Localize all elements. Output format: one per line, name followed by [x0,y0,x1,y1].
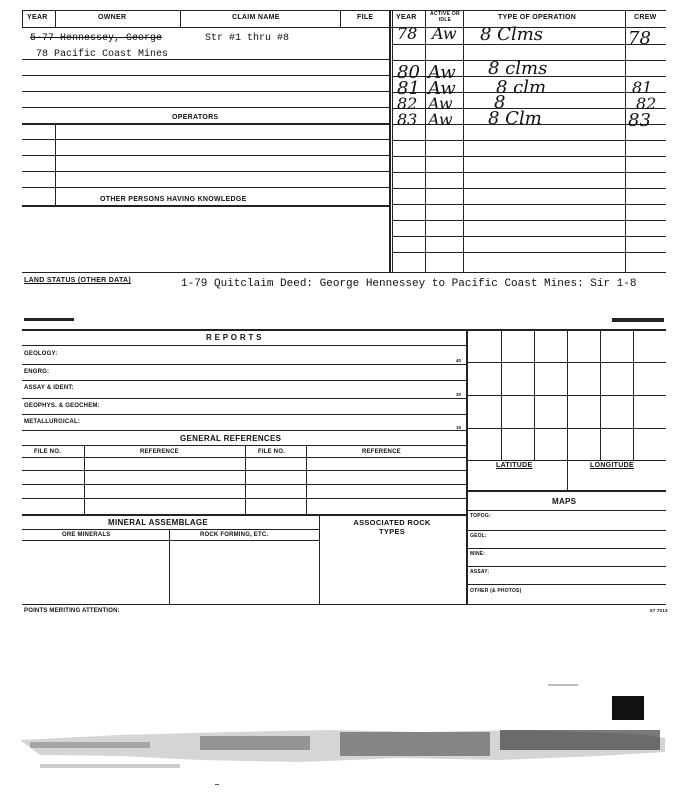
report-assay: ASSAY & IDENT: [24,385,74,391]
rule [466,566,666,567]
rule [22,430,467,431]
activity-crew-1: 78 [628,28,651,49]
owner-row-1: 5-77 Hennessey, George [30,33,163,44]
land-status-text: 1-79 Quitclaim Deed: George Hennessey to Pacific Coast Mines: Sir 1-8 [181,278,637,290]
report-num-15: 15 [456,425,462,430]
report-num-40: 40 [456,358,462,363]
report-metallurgical: METALLURGICAL: [24,419,81,425]
activity-status-2: Aw [428,62,456,83]
scan-mark [24,318,74,321]
rule [180,10,181,27]
rule [466,530,666,531]
maps-other: OTHER (& PHOTOS) [470,588,522,594]
header-claim-name: CLAIM NAME [232,14,280,21]
rule [466,460,666,461]
operators-label: OPERATORS [172,114,219,121]
rule [392,188,666,189]
ref-header-file-no-2: FILE NO. [258,449,285,455]
longitude-label: LONGITUDE [590,462,634,469]
activity-year-3: 81 [397,78,420,99]
latitude-label: LATITUDE [496,462,533,469]
rule [55,10,56,27]
rule [466,428,666,429]
header-year: YEAR [27,14,48,21]
rule [392,140,666,141]
header-owner: OWNER [98,14,127,21]
rule [22,187,389,188]
activity-year-4: 82 [397,94,418,113]
rule [22,414,467,415]
rule [392,236,666,237]
report-geology: GEOLOGY: [24,351,58,357]
ore-minerals-label: ORE MINERALS [62,532,111,538]
rock-forming-label: ROCK FORMING, ETC. [200,532,269,538]
rule [463,10,464,272]
rule [466,395,666,396]
rule [340,10,341,27]
rule [22,364,467,365]
rule [392,220,666,221]
ref-header-reference-2: REFERENCE [362,449,401,455]
rule [22,205,389,207]
associated-rock-types: ASSOCIATED ROCK TYPES [353,518,431,536]
points-meriting-attention: POINTS MERITING ATTENTION: [24,608,120,614]
rule [22,75,389,76]
rule [22,155,389,156]
activity-type-1: 8 Clms [480,24,544,45]
activity-crew-4: 82 [636,94,657,113]
rule [22,123,389,125]
activity-year-5: 83 [397,110,418,129]
rule [22,529,319,530]
rule [392,252,666,253]
activity-type-2: 8 clms [488,58,548,79]
rule [84,445,85,514]
rule [22,380,467,381]
activity-status-3: Aw [428,78,456,99]
rule [466,329,468,604]
rule [625,10,626,272]
header-year-2: YEAR [396,14,417,21]
activity-year-1: 78 [397,24,418,43]
land-status-label: LAND STATUS (OTHER DATA) [24,277,132,284]
rule [466,548,666,549]
header-crew: CREW [634,14,657,21]
report-geophys: GEOPHYS. & GEOCHEM: [24,403,100,409]
rule [392,156,666,157]
form-number: 57 7013 [650,608,668,613]
rule [22,10,23,27]
rule [22,272,666,273]
rule [389,10,391,272]
rule [22,604,666,605]
report-num-30: 30 [456,392,462,397]
rule [319,514,320,604]
rule [392,10,393,272]
rule [466,490,666,492]
rule [392,204,666,205]
maps-topog: TOPOG: [470,513,491,519]
rule [22,107,389,108]
rule [245,445,246,514]
maps-mine: MINE: [470,551,486,557]
activity-crew-3: 81 [632,78,653,97]
rule [425,10,426,272]
rule [22,345,467,346]
activity-status-1: Aw [432,24,457,43]
activity-year-2: 80 [397,62,420,83]
scan-mark [612,318,664,322]
rule [306,445,307,514]
maps-assay: ASSAY: [470,569,490,575]
report-engrg: ENGRG: [24,369,50,375]
rule [392,172,666,173]
owner-row-2: 78 Pacific Coast Mines [36,49,169,60]
header-active-or-idle: ACTIVE OR IDLE [430,11,460,23]
scan-noise [0,660,678,800]
rule [22,27,666,28]
header-file: FILE [357,14,374,21]
mineral-assemblage-title: MINERAL ASSEMBLAGE [108,518,209,527]
rule [466,584,666,585]
rule [567,460,568,490]
reports-title: R E P O R T S [206,333,262,342]
activity-type-3: 8 clm [496,77,547,98]
rule [22,171,389,172]
rule [22,398,467,399]
rule [22,540,319,541]
rule [466,510,666,511]
activity-status-4: Aw [428,94,453,113]
activity-crew-5: 83 [628,110,651,131]
rule [55,123,56,205]
rule [22,10,666,11]
rule [169,529,170,604]
claim-row-1: Str #1 thru #8 [205,33,290,44]
rule [22,329,666,331]
rule [22,91,389,92]
other-persons-label: OTHER PERSONS HAVING KNOWLEDGE [100,196,247,203]
rule [22,139,389,140]
ref-header-reference-1: REFERENCE [140,449,179,455]
maps-title: MAPS [552,497,577,506]
activity-type-4: 8 [494,92,506,113]
activity-status-5: Aw [428,110,453,129]
rule [466,362,666,363]
general-references-title: GENERAL REFERENCES [180,434,282,443]
rule [22,514,467,516]
ref-header-file-no-1: FILE NO. [34,449,61,455]
activity-type-5: 8 Clm [488,108,542,129]
maps-geol: GEOL: [470,533,487,539]
header-type-of-operation: TYPE OF OPERATION [498,14,577,21]
